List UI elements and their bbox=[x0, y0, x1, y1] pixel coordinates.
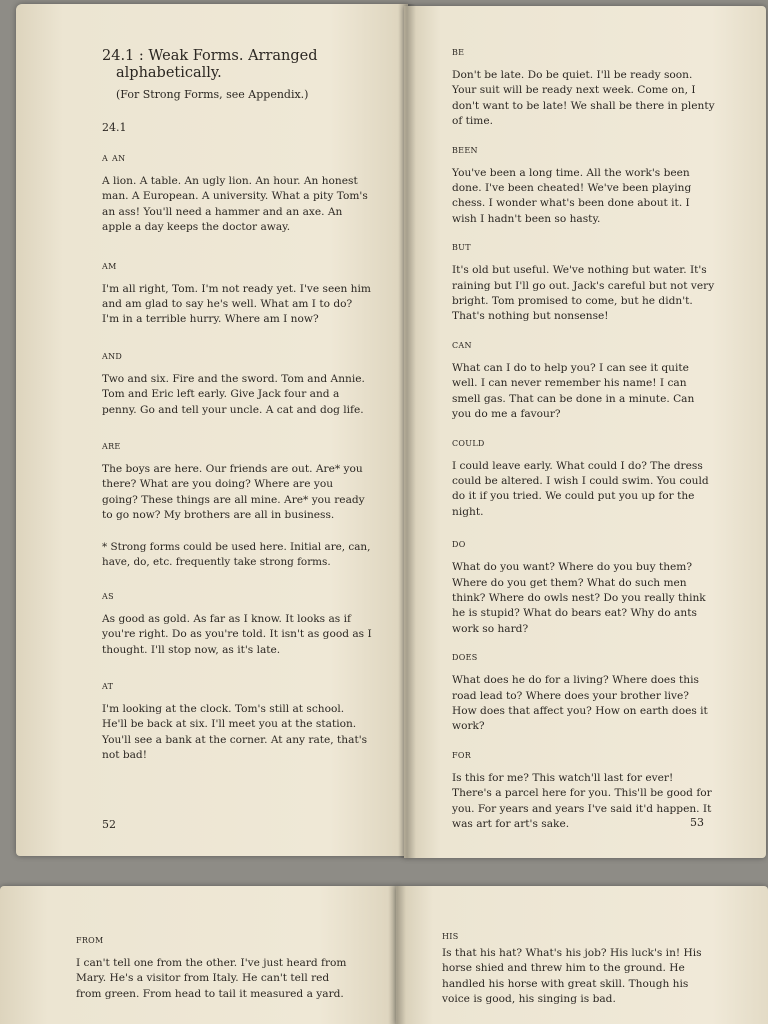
entry-heading: at bbox=[102, 677, 114, 692]
entry-text: I could leave early. What could I do? The dress could be altered. I wish I could swim. You could do it if you tried. We could put you up for the night. bbox=[452, 459, 709, 518]
footnote bbox=[102, 540, 372, 570]
entry-text: I can't tell one from the other. I've just heard from Mary. He's a visitor from Italy. He can't tell red from green. From head to tail it measured a yard. bbox=[76, 957, 347, 1000]
entry-text: Don't be late. Do be quiet. I'll be ready soon. Your suit will be ready next week. Come on, I don't want to be late! We shall be there in plenty of time. bbox=[452, 69, 715, 128]
entry-heading: and bbox=[102, 347, 123, 362]
entry-at bbox=[102, 678, 372, 764]
entry-text: What can I do to help you? I can see it quite well. I can never remember his name! I can smell gas. That can be done in a minute. Can you do me a favour? bbox=[452, 361, 695, 421]
page-number: 53 bbox=[690, 816, 704, 829]
entry-heading: be bbox=[452, 44, 465, 58]
entry-heading: can bbox=[452, 336, 472, 351]
strong-forms-note: (For Strong Forms, see Appendix.) bbox=[116, 88, 309, 101]
footnote-text: * Strong forms could be used here. Initial are, can, have, do, etc. frequently take strong forms. bbox=[102, 540, 371, 568]
entry-does bbox=[452, 649, 716, 735]
entry-heading: for bbox=[452, 746, 472, 761]
entry-from bbox=[76, 932, 356, 1002]
entry-his bbox=[442, 928, 712, 1008]
bottom-left-page bbox=[0, 886, 398, 1024]
entry-text: A lion. A table. An ugly lion. An hour. An honest man. A European. A university. What a pity Tom's an ass! You'll need a hammer and an axe. An apple a day keeps the doctor away. bbox=[102, 175, 368, 234]
entry-heading: am bbox=[102, 257, 117, 272]
entry-text: I'm all right, Tom. I'm not ready yet. I've seen him and am glad to say he's well. What am I to do? I'm in a terrible hurry. Where am I now? bbox=[102, 282, 371, 326]
entry-text: I'm looking at the clock. Tom's still at school. He'll be back at six. I'll meet you at the station. You'll see a bank at the corner. At any rate, that's not bad! bbox=[102, 702, 368, 762]
entry-heading: are bbox=[102, 438, 121, 453]
entry-heading: from bbox=[76, 932, 104, 946]
entry-be bbox=[452, 44, 716, 130]
entry-heading: been bbox=[452, 141, 478, 156]
entry-could bbox=[452, 435, 716, 521]
entry-heading: does bbox=[452, 649, 478, 664]
entry-text: What does he do for a living? Where does this road lead to? Where does your brother live? How does that affect you? How on earth does it work? bbox=[452, 674, 708, 733]
entry-for bbox=[452, 747, 716, 833]
right-page bbox=[404, 6, 766, 858]
entry-can bbox=[452, 337, 716, 423]
entry-heading: as bbox=[102, 587, 114, 602]
entry-text: As good as gold. As far as I know. It looks as if you're right. Do as you're told. It isn't as good as I thought. I'll stop now, as it's late. bbox=[102, 612, 372, 656]
entry-heading: but bbox=[452, 239, 471, 254]
page-number: 52 bbox=[102, 818, 116, 831]
entry-text: Is that his hat? What's his job? His luck's in! His horse shied and threw him to the ground. He handled his horse with great skill. Though his voice is good, his singing is bad. bbox=[442, 947, 702, 1006]
entry-text: What do you want? Where do you buy them? Where do you get them? What do such men think? Where do owls nest? Do you really think he is stupid? What do bears eat? Why do ants work so hard? bbox=[452, 561, 706, 635]
entry-and bbox=[102, 348, 372, 418]
entry-heading: a an bbox=[102, 150, 126, 164]
entry-are bbox=[102, 438, 372, 524]
section-number: 24.1 bbox=[102, 121, 127, 134]
entry-text: Is this for me? This watch'll last for ever! There's a parcel here for you. This'll be good for you. For years and years I've said it'd happen. It was art for art's sake. bbox=[452, 771, 712, 830]
entry-text: It's old but useful. We've nothing but water. It's raining but I'll go out. Jack's careful but not very bright. Tom promised to come, but he didn't. That's nothing but nonsense! bbox=[452, 264, 715, 323]
book-gutter bbox=[398, 4, 416, 858]
entry-heading: his bbox=[442, 928, 459, 942]
entry-am bbox=[102, 258, 372, 328]
entry-heading: could bbox=[452, 434, 485, 449]
entry-as bbox=[102, 588, 372, 658]
bottom-right-page bbox=[396, 886, 768, 1024]
entry-text: The boys are here. Our friends are out. Are* you there? What are you doing? Where are you going? These things are all mine. Are* you ready to go now? My brothers are all in business. bbox=[102, 463, 365, 522]
entry-been bbox=[452, 142, 716, 228]
entry-text: You've been a long time. All the work's been done. I've been cheated! We've been playing chess. I wonder what's been done about it. I wish I hadn't been so hasty. bbox=[452, 166, 692, 225]
entry-a-an bbox=[102, 150, 372, 236]
entry-heading: do bbox=[452, 536, 466, 551]
entry-do bbox=[452, 536, 716, 637]
page-title: 24.1 : Weak Forms. Arranged alphabetically. bbox=[102, 48, 318, 81]
entry-text: Two and six. Fire and the sword. Tom and Annie. Tom and Eric left early. Give Jack four and a penny. Go and tell your uncle. A cat and dog life. bbox=[102, 372, 365, 416]
entry-but bbox=[452, 239, 716, 325]
bottom-book-gutter bbox=[388, 886, 406, 1024]
left-page bbox=[16, 4, 408, 856]
